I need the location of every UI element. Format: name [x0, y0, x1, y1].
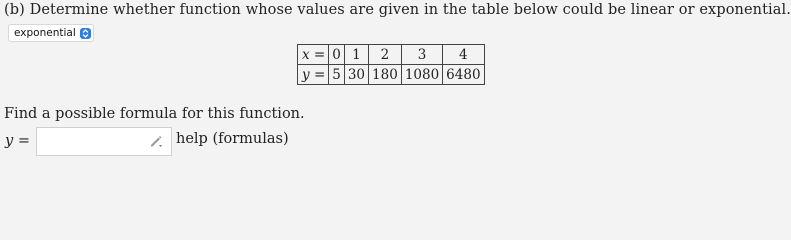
y-header: y = [298, 65, 329, 85]
y-value-cell: 1080 [401, 65, 442, 85]
x-value-cell: 4 [443, 45, 484, 65]
x-value-cell: 1 [344, 45, 368, 65]
formula-label: y = [5, 133, 30, 149]
x-header: x = [298, 45, 329, 65]
y-value-cell: 6480 [443, 65, 484, 85]
help-formulas-link[interactable]: help (formulas) [176, 131, 289, 147]
y-value-cell: 30 [344, 65, 368, 85]
x-value-cell: 3 [401, 45, 442, 65]
table-row-y [298, 65, 485, 85]
x-value-cell: 2 [369, 45, 402, 65]
function-type-dropdown[interactable] [8, 24, 94, 42]
formula-prompt: Find a possible formula for this function. [4, 106, 305, 122]
y-value-cell: 5 [329, 65, 345, 85]
dropdown-selected-value: exponential [14, 27, 76, 39]
values-table [297, 44, 485, 85]
pencil-icon[interactable] [149, 134, 163, 148]
formula-input[interactable] [36, 127, 172, 156]
y-value-cell: 180 [369, 65, 402, 85]
table-row-x [298, 45, 485, 65]
updown-arrows-icon [80, 28, 91, 39]
x-value-cell: 0 [329, 45, 345, 65]
question-text: (b) Determine whether function whose values are given in the table below could be linear or exponential. [4, 2, 791, 18]
